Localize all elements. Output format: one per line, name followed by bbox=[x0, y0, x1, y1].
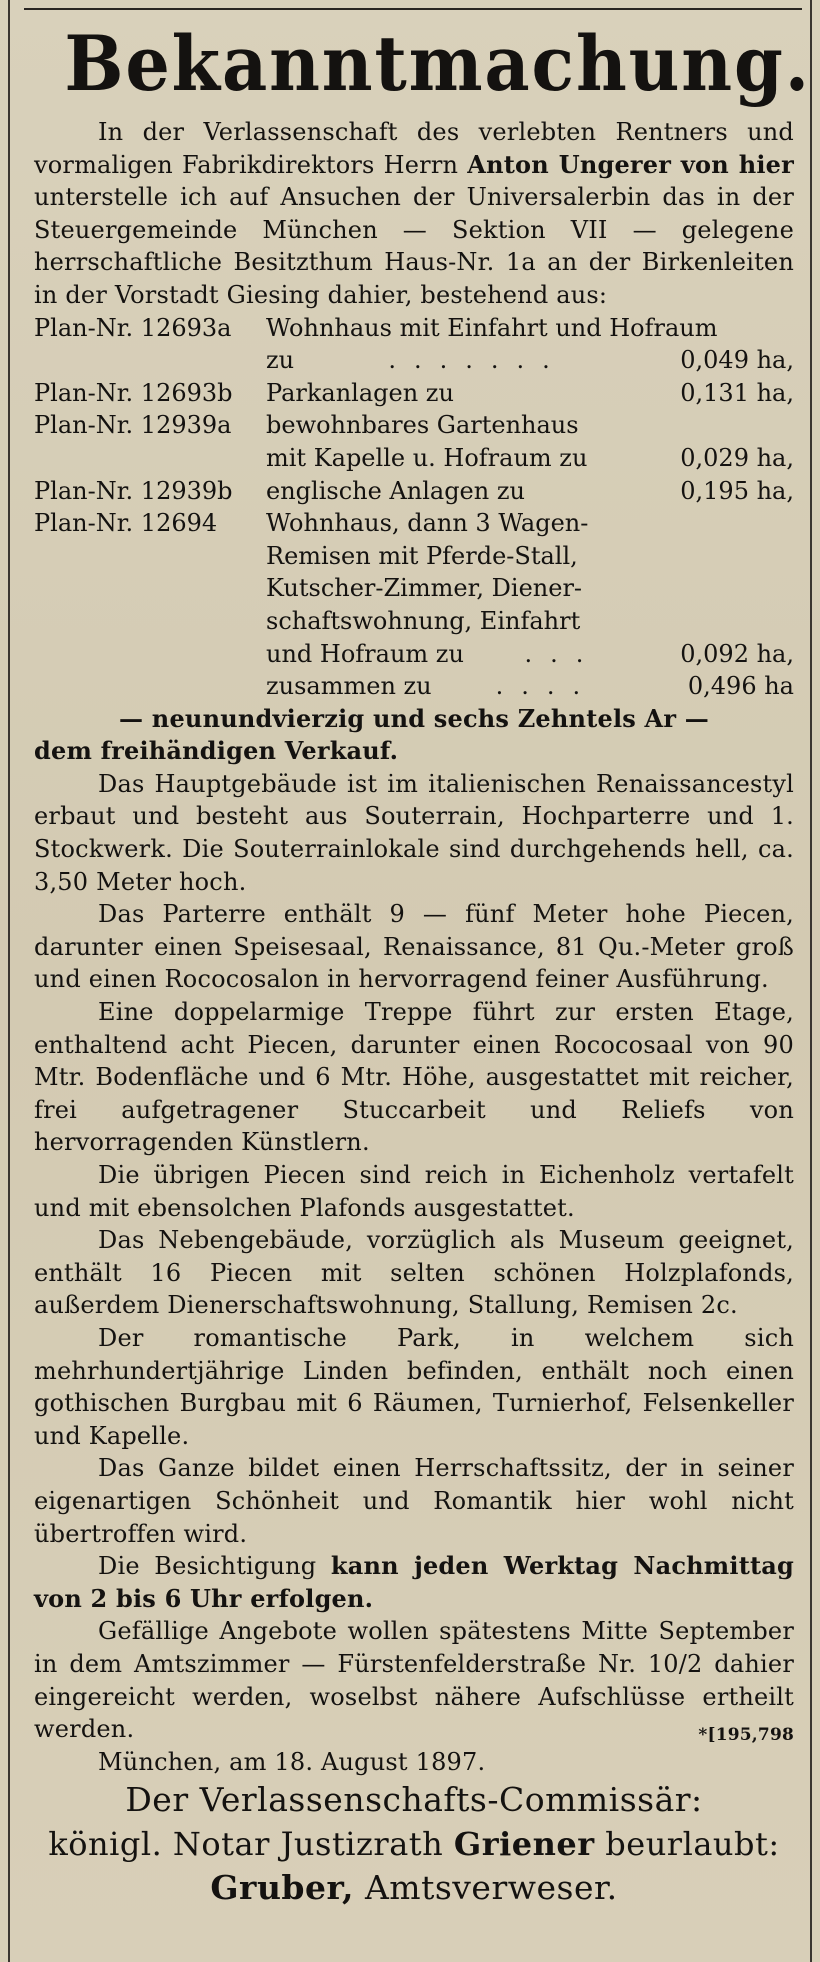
top-rule bbox=[24, 8, 802, 14]
plan-area: 0,092 ha, bbox=[680, 639, 794, 668]
plan-area: 0,029 ha, bbox=[680, 443, 794, 472]
paragraph-rooms: Die übrigen Piecen sind reich in Eichenholz vertafelt und mit ebensolchen Plafonds ausgestattet. bbox=[34, 1161, 794, 1222]
plan-number: Plan-Nr. 12693b bbox=[34, 378, 233, 407]
intro-text-continued: unterstelle ich auf Ansuchen der Universalerbin das in der Steuergemeinde München — Sektion VII — gelegene herrschaftliche Besitzthum Haus-Nr. 1a an der Birkenleiten in der Vorstadt Giesing dahier, bestehend aus: bbox=[34, 183, 794, 309]
plan-row: Plan-Nr. 12693a Wohnhaus mit Einfahrt und Hofraum zu ....... 0,049 ha, bbox=[34, 312, 794, 377]
plan-number: Plan-Nr. 12694 bbox=[34, 509, 218, 538]
plan-number: Plan-Nr. 12939b bbox=[34, 476, 233, 505]
plan-row: Plan-Nr. 12939b englische Anlagen zu 0,195 ha, bbox=[34, 475, 794, 508]
plan-description: schaftswohnung, Einfahrt bbox=[266, 606, 581, 635]
plan-description: Wohnhaus, dann 3 Wagen- bbox=[266, 509, 589, 538]
deceased-name: Anton Ungerer von hier bbox=[467, 149, 794, 179]
plan-row: Plan-Nr. 12693b Parkanlagen zu 0,131 ha, bbox=[34, 377, 794, 410]
paragraph-offers: Gefällige Angebote wollen spätestens Mitte September in dem Amtszimmer — Fürstenfelderstraße Nr. 10/2 dahier eingereicht werden, woselbst nähere Aufschlüsse ertheilt werden. *[195,798 bbox=[34, 1615, 794, 1745]
notice-title: Bekanntmachung. bbox=[64, 19, 811, 108]
plan-number: Plan-Nr. 12693a bbox=[34, 313, 232, 342]
sale-statement: dem freihändigen Verkauf. bbox=[34, 736, 399, 766]
signature-notary: königl. Notar Justizrath Griener beurlaubt: bbox=[48, 1825, 780, 1864]
column-rule-left bbox=[8, 0, 10, 1962]
inspection-times: kann jeden Werktag Nachmittag von 2 bis 6 Uhr erfolgen. bbox=[34, 1551, 794, 1613]
plan-description: Kutscher-Zimmer, Diener- bbox=[266, 574, 583, 603]
total-in-words: — neunundvierzig und sechs Zehntels Ar — bbox=[119, 703, 709, 733]
plan-row: Plan-Nr. 12694 Wohnhaus, dann 3 Wagen- Remisen mit Pferde-Stall, Kutscher-Zimmer, Diener- schaftswohnung, Einfahrt und Hofraum zu ... 0,092 ha, bbox=[34, 507, 794, 670]
signature-title: Der Verlassenschafts-Commissär: bbox=[125, 1780, 703, 1820]
intro-paragraph bbox=[34, 116, 794, 312]
total-area: 0,496 ha bbox=[687, 672, 794, 701]
plan-description: bewohnbares Gartenhaus bbox=[266, 411, 579, 440]
plan-list bbox=[34, 312, 794, 703]
plan-row: Plan-Nr. 12939a bewohnbares Gartenhaus mit Kapelle u. Hofraum zu 0,029 ha, bbox=[34, 409, 794, 474]
intro-text: In der Verlassenschaft des verlebten Rentners und vormaligen Fabrikdirektors Herrn bbox=[34, 118, 794, 179]
paragraph-inspection: Die Besichtigung kann jeden Werktag Nachmittag von 2 bis 6 Uhr erfolgen. bbox=[34, 1551, 794, 1613]
paragraph-parterre: Das Parterre enthält 9 — fünf Meter hohe Piecen, darunter einen Speisesaal, Renaissance, 81 Qu.-Meter groß und einen Rococosalon in hervorragend feiner Ausführung. bbox=[34, 900, 794, 994]
reference-number: *[195,798 bbox=[698, 1725, 794, 1746]
plan-area: 0,131 ha, bbox=[680, 378, 794, 407]
paragraph-staircase: Eine doppelarmige Treppe führt zur ersten Etage, enthaltend acht Piecen, darunter einen Rococosaal von 90 Mtr. Bodenfläche und 6 Mtr. Höhe, ausgestattet mit reicher, frei aufgetragener Stuccarbeit und Reliefs von hervorragenden Künstlern. bbox=[34, 998, 794, 1157]
paragraph-main-building: Das Hauptgebäude ist im italienischen Renaissancestyl erbaut und besteht aus Souterrain, Hochparterre und 1. Stockwerk. Die Souterrainlokale sind durchgehends hell, ca. 3,50 Meter hoch. bbox=[34, 769, 794, 896]
total-label: zusammen zu bbox=[266, 672, 432, 701]
plan-description: Remisen mit Pferde-Stall, bbox=[266, 541, 578, 570]
column-rule-right bbox=[810, 0, 812, 1962]
plan-area: 0,195 ha, bbox=[680, 476, 794, 505]
signature-deputy: Gruber, Amtsverweser. bbox=[210, 1868, 618, 1908]
plan-area: 0,049 ha, bbox=[680, 346, 794, 375]
paragraph-summary: Das Ganze bildet einen Herrschaftssitz, der in seiner eigenartigen Schönheit und Romantik hier wohl nicht übertroffen wird. bbox=[34, 1454, 794, 1548]
deputy-name: Gruber, bbox=[210, 1868, 354, 1908]
dateline: München, am 18. August 1897. bbox=[98, 1747, 486, 1776]
notary-name: Griener bbox=[453, 1825, 595, 1864]
paragraph-annex: Das Nebengebäude, vorzüglich als Museum geeignet, enthält 16 Piecen mit selten schönen Holzplafonds, außerdem Dienerschaftswohnung, Stallung, Remisen 2c. bbox=[34, 1226, 794, 1320]
plan-number: Plan-Nr. 12939a bbox=[34, 411, 232, 440]
paragraph-park: Der romantische Park, in welchem sich mehrhundertjährige Linden befinden, enthält noch einen gothischen Burgbau mit 6 Räumen, Turnierhof, Felsenkeller und Kapelle. bbox=[34, 1323, 794, 1450]
total-row: zusammen zu .... 0,496 ha bbox=[34, 670, 794, 703]
plan-description: Wohnhaus mit Einfahrt und Hofraum bbox=[266, 313, 718, 342]
